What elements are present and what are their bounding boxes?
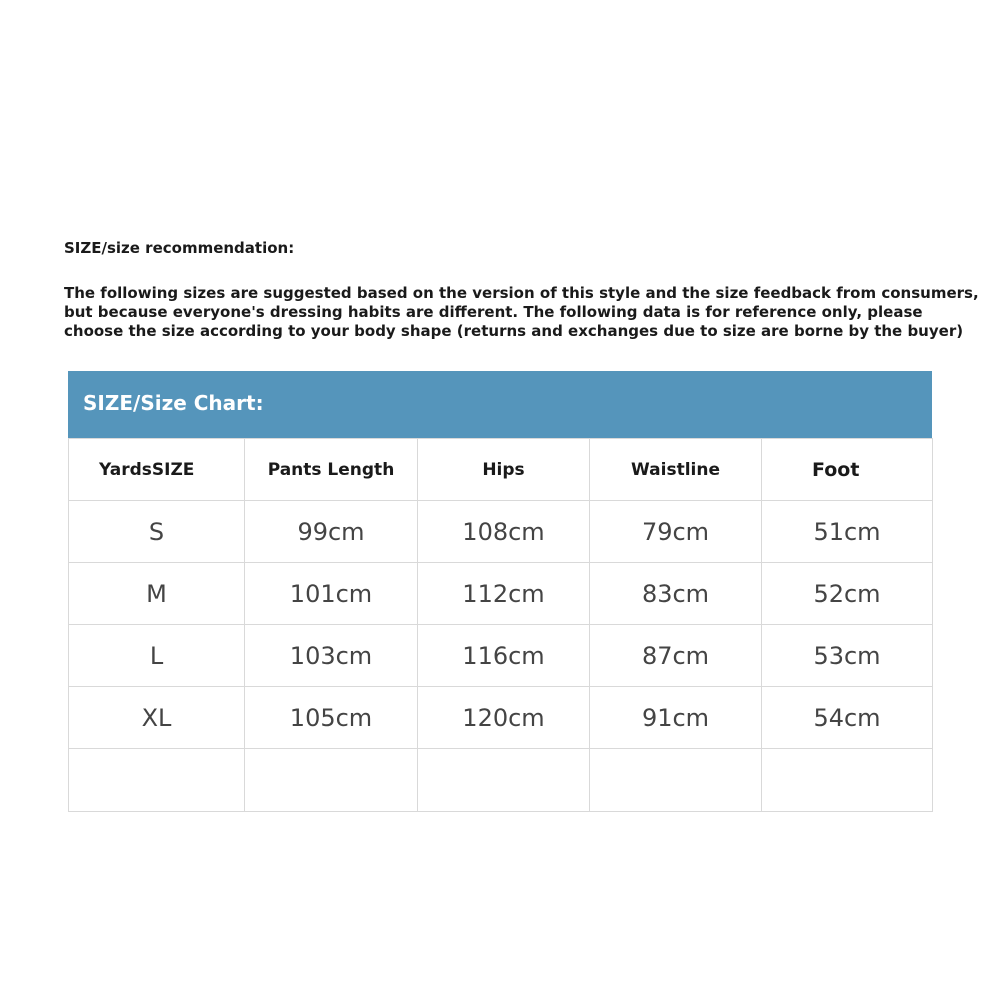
table-cell: 99cm (245, 501, 418, 563)
table-cell: L (69, 625, 245, 687)
size-chart-title: SIZE/Size Chart: (68, 371, 932, 438)
table-cell-empty (762, 749, 933, 812)
table-cell: 91cm (590, 687, 762, 749)
table-cell: 53cm (762, 625, 933, 687)
table-cell: 108cm (418, 501, 590, 563)
notice-line: choose the size according to your body shape (returns and exchanges due to size are borne by the buyer) (64, 322, 964, 340)
table-cell: 54cm (762, 687, 933, 749)
table-header-row (69, 439, 933, 501)
table-cell-empty (590, 749, 762, 812)
table-cell-empty (418, 749, 590, 812)
notice-line: The following sizes are suggested based on the version of this style and the size feedback from consumers, (64, 284, 979, 302)
table-row (69, 625, 933, 687)
table-cell: 52cm (762, 563, 933, 625)
table-cell: 83cm (590, 563, 762, 625)
table-cell: 120cm (418, 687, 590, 749)
table-cell: 87cm (590, 625, 762, 687)
size-chart (68, 371, 932, 812)
column-header-size: YardsSIZE (69, 439, 245, 501)
table-row (69, 563, 933, 625)
table-row (69, 501, 933, 563)
table-cell: 112cm (418, 563, 590, 625)
notice-line: but because everyone's dressing habits are different. The following data is for reference only, please (64, 303, 923, 321)
column-header-hips: Hips (418, 439, 590, 501)
table-cell-empty (69, 749, 245, 812)
size-notice (64, 284, 979, 341)
column-header-waistline: Waistline (590, 439, 762, 501)
column-header-foot: Foot (762, 439, 933, 501)
table-cell: 116cm (418, 625, 590, 687)
column-header-pants-length: Pants Length (245, 439, 418, 501)
table-cell: 101cm (245, 563, 418, 625)
table-cell: 51cm (762, 501, 933, 563)
size-table (68, 438, 933, 812)
table-cell: 105cm (245, 687, 418, 749)
page-heading: SIZE/size recommendation: (64, 239, 295, 257)
table-row-empty (69, 749, 933, 812)
table-cell: 103cm (245, 625, 418, 687)
table-cell: S (69, 501, 245, 563)
table-cell: XL (69, 687, 245, 749)
table-cell-empty (245, 749, 418, 812)
table-cell: 79cm (590, 501, 762, 563)
table-row (69, 687, 933, 749)
table-cell: M (69, 563, 245, 625)
